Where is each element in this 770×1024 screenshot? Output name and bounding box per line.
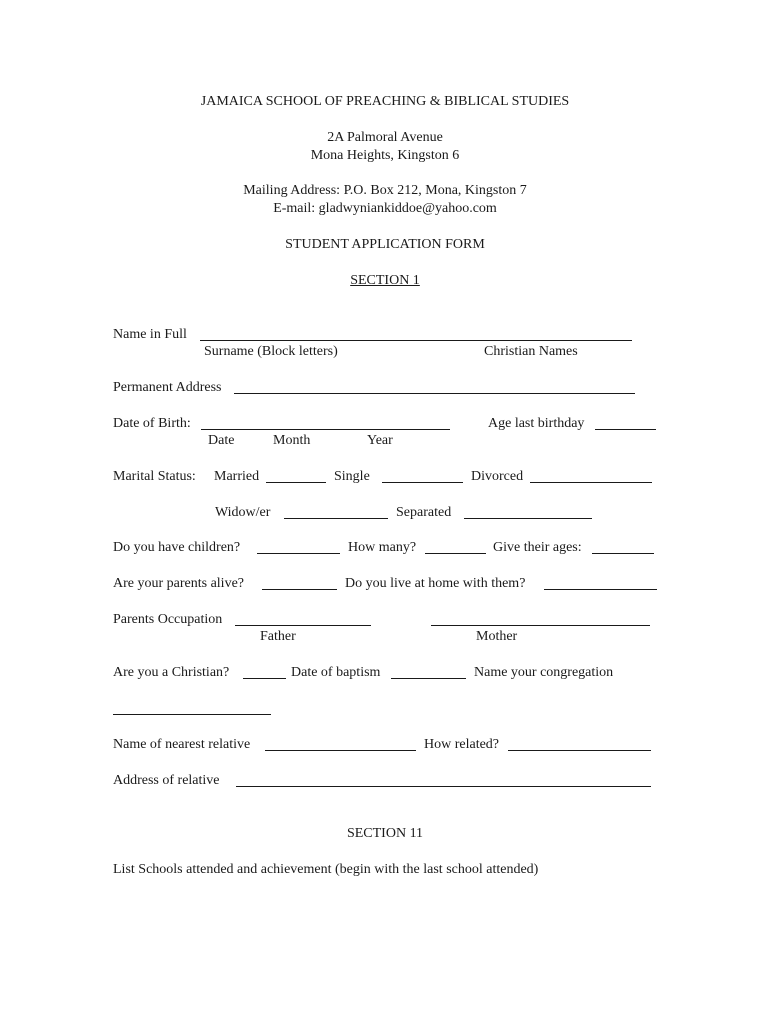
christian-names-caption: Christian Names [484,344,578,359]
email-address: E-mail: gladwyniankiddoe@yahoo.com [273,201,497,216]
name-label: Name in Full [113,327,187,342]
ages-label: Give their ages: [493,540,582,555]
baptism-label: Date of baptism [291,665,381,680]
relative-field[interactable] [265,750,416,751]
year-caption: Year [367,433,393,448]
list-schools-instruction: List Schools attended and achievement (begin with the last school attended) [113,862,539,877]
section-11-heading: SECTION 11 [346,826,424,841]
widow-field[interactable] [284,518,388,519]
father-caption: Father [260,629,296,644]
father-occupation-field[interactable] [235,625,371,626]
baptism-field[interactable] [391,678,466,679]
separated-field[interactable] [464,518,592,519]
how-related-field[interactable] [508,750,651,751]
age-label: Age last birthday [488,416,585,431]
single-label: Single [334,469,370,484]
relative-address-field[interactable] [236,786,651,787]
date-caption: Date [208,433,235,448]
mother-occupation-field[interactable] [431,625,650,626]
children-question: Do you have children? [113,540,241,555]
how-many-field[interactable] [425,553,486,554]
divorced-label: Divorced [471,469,524,484]
how-many-label: How many? [348,540,417,555]
married-field[interactable] [266,482,326,483]
ages-field[interactable] [592,553,654,554]
single-field[interactable] [382,482,463,483]
form-title: STUDENT APPLICATION FORM [285,237,485,252]
relative-address-label: Address of relative [113,773,220,788]
live-home-field[interactable] [544,589,657,590]
how-related-label: How related? [424,737,500,752]
street-address: 2A Palmoral Avenue [327,130,443,145]
age-field[interactable] [595,429,656,430]
section-1-heading: SECTION 1 [350,273,420,288]
christian-question: Are you a Christian? [113,665,230,680]
separated-label: Separated [396,505,452,520]
mailing-address: Mailing Address: P.O. Box 212, Mona, Kingston 7 [243,183,527,198]
address-label: Permanent Address [113,380,222,395]
congregation-field[interactable] [113,714,271,715]
married-label: Married [214,469,260,484]
surname-caption: Surname (Block letters) [204,344,338,359]
name-field[interactable] [200,340,632,341]
mother-caption: Mother [476,629,518,644]
christian-field[interactable] [243,678,286,679]
parents-alive-field[interactable] [262,589,337,590]
parents-occupation-label: Parents Occupation [113,612,223,627]
congregation-label: Name your congregation [474,665,614,680]
month-caption: Month [273,433,311,448]
parents-alive-question: Are your parents alive? [113,576,244,591]
live-home-question: Do you live at home with them? [345,576,526,591]
address-field[interactable] [234,393,635,394]
relative-label: Name of nearest relative [113,737,251,752]
dob-label: Date of Birth: [113,416,191,431]
dob-field[interactable] [201,429,450,430]
widow-label: Widow/er [215,505,271,520]
divorced-field[interactable] [530,482,652,483]
marital-label: Marital Status: [113,469,196,484]
children-field[interactable] [257,553,340,554]
school-name: JAMAICA SCHOOL OF PREACHING & BIBLICAL STUDIES [200,94,570,109]
city-address: Mona Heights, Kingston 6 [310,148,460,163]
